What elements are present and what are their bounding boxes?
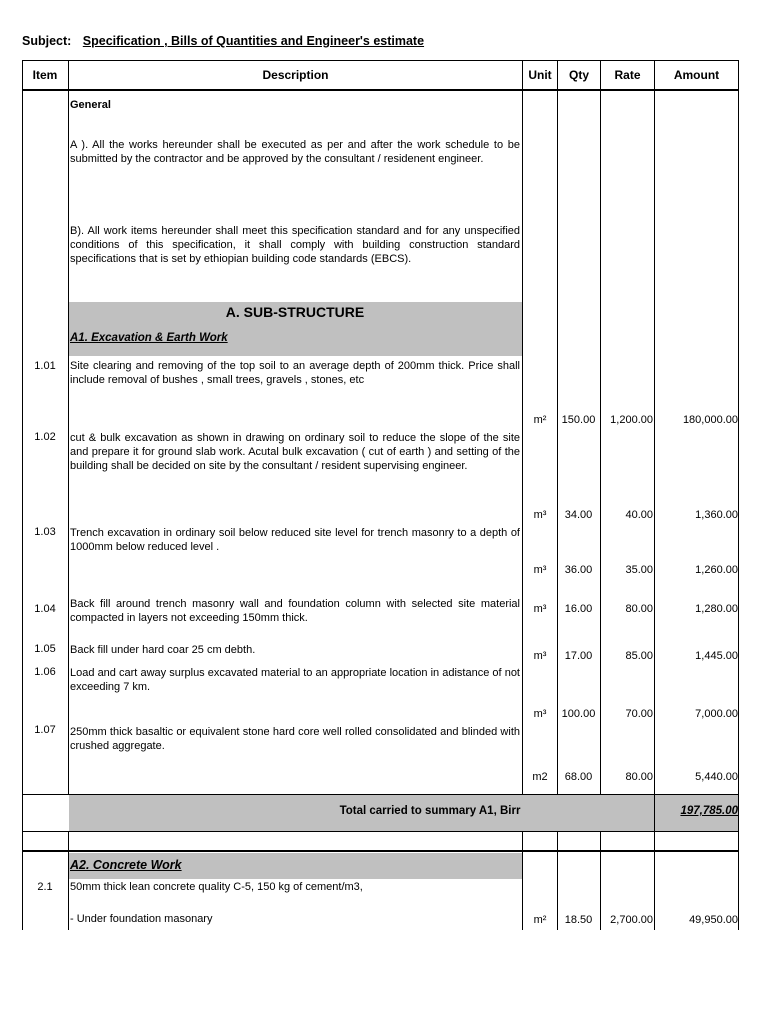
section-a1-title: A1. Excavation & Earth Work — [70, 332, 228, 344]
item-unit-1-04: m³ — [533, 603, 547, 615]
item-qty-2-1: 18.50 — [564, 914, 593, 926]
item-qty-1-04: 16.00 — [564, 603, 593, 615]
item-unit-1-07: m2 — [532, 771, 548, 783]
border-right — [738, 60, 739, 930]
item-rate-1-01: 1,200.00 — [610, 414, 653, 426]
header-description: Description — [262, 68, 329, 82]
item-unit-1-06: m³ — [533, 708, 547, 720]
item-qty-1-03: 36.00 — [564, 564, 593, 576]
item-amount-1-05: 1,445.00 — [695, 650, 738, 662]
item-amount-1-07: 5,440.00 — [695, 771, 738, 783]
item-no-1-04: 1.04 — [34, 603, 56, 615]
item-amount-1-06: 7,000.00 — [695, 708, 738, 720]
section-a-title: A. SUB-STRUCTURE — [225, 304, 365, 320]
item-rate-2-1: 2,700.00 — [610, 914, 653, 926]
col-rule-qty — [600, 60, 601, 795]
item-desc-1-06: Load and cart away surplus excavated material to an appropriate location in adistance of not exceeding 7 km. — [70, 667, 520, 693]
col-rule-item — [68, 60, 69, 795]
item-desc-1-02: cut & bulk excavation as shown in drawing on ordinary soil to reduce the slope of the site and prepare it for ground slab work. Acutal bulk excavation ( cut of earth ) and setting of the building shall be decided on site by the consultant / resident supervising engineer. — [70, 432, 520, 472]
item-no-1-03: 1.03 — [34, 526, 56, 538]
total-bottom-rule — [22, 831, 739, 832]
item-no-1-06: 1.06 — [34, 666, 56, 678]
item-no-1-05: 1.05 — [34, 643, 56, 655]
general-para-b: B). All work items hereunder shall meet this specification standard and for any unspecified conditions of this specification, it shall comply with building construction standard specifications that is set by ethiopian building code standards (EBCS). — [70, 225, 520, 265]
item-rate-1-07: 80.00 — [625, 771, 653, 783]
subject-text: Specification , Bills of Quantities and Engineer's estimate — [82, 34, 425, 48]
item-no-1-07: 1.07 — [34, 724, 56, 736]
item-no-1-02: 1.02 — [34, 431, 56, 443]
total-a1-label: Total carried to summary A1, Birr — [339, 805, 521, 817]
item-unit-1-05: m³ — [533, 650, 547, 662]
item-unit-1-03: m³ — [533, 564, 547, 576]
col-rule-desc — [522, 60, 523, 795]
total-a1-amount: 197,785.00 — [680, 805, 738, 817]
item-subdesc-2-1: - Under foundation masonary — [70, 913, 213, 925]
col-rule-unit — [557, 60, 558, 795]
item-no-2-1: 2.1 — [37, 881, 53, 893]
header-unit: Unit — [528, 68, 552, 82]
general-para-a: A ). All the works hereunder shall be executed as per and after the work schedule to be submitted by the contractor and be approved by the consultant / residenent engineer. — [70, 139, 520, 165]
item-desc-1-05: Back fill under hard coar 25 cm debth. — [70, 644, 256, 656]
item-rate-1-03: 35.00 — [625, 564, 653, 576]
header-qty: Qty — [568, 68, 589, 82]
item-rate-1-05: 85.00 — [625, 650, 653, 662]
item-unit-1-01: m² — [533, 414, 547, 426]
section-a2-title: A2. Concrete Work — [70, 858, 182, 872]
item-unit-2-1: m² — [533, 914, 547, 926]
subject-label: Subject: — [22, 34, 72, 48]
item-rate-1-06: 70.00 — [625, 708, 653, 720]
header-amount: Amount — [673, 68, 720, 82]
header-bottom-rule — [22, 89, 739, 91]
subject-line — [22, 34, 424, 48]
header-rate: Rate — [614, 68, 641, 82]
item-desc-2-1: 50mm thick lean concrete quality C-5, 150 kg of cement/m3, — [70, 881, 363, 893]
item-qty-1-01: 150.00 — [561, 414, 596, 426]
item-unit-1-02: m³ — [533, 509, 547, 521]
a2-top-rule — [22, 850, 739, 852]
general-heading: General — [70, 99, 111, 111]
table-top-rule — [22, 60, 739, 61]
item-desc-1-07: 250mm thick basaltic or equivalent stone hard core well rolled consolidated and blinded with crushed aggregate. — [70, 726, 520, 752]
item-qty-1-07: 68.00 — [564, 771, 593, 783]
item-desc-1-04: Back fill around trench masonry wall and foundation column with selected site material compacted in layers not exceeding 150mm thick. — [70, 598, 520, 624]
total-top-rule — [22, 794, 739, 795]
item-amount-1-02: 1,360.00 — [695, 509, 738, 521]
col-rule-item-lower — [68, 831, 69, 930]
item-amount-1-04: 1,280.00 — [695, 603, 738, 615]
item-rate-1-02: 40.00 — [625, 509, 653, 521]
item-amount-2-1: 49,950.00 — [689, 914, 738, 926]
item-qty-1-02: 34.00 — [564, 509, 593, 521]
border-left — [22, 60, 23, 930]
item-rate-1-04: 80.00 — [625, 603, 653, 615]
item-amount-1-01: 180,000.00 — [682, 414, 738, 426]
item-desc-1-03: Trench excavation in ordinary soil below reduced site level for trench masonry to a depth of 1000mm below reduced level . — [70, 527, 520, 553]
item-desc-1-01: Site clearing and removing of the top soil to an average depth of 200mm thick. Price shall include removal of bushes , small trees, gravels , stones, etc — [70, 360, 520, 386]
item-qty-1-05: 17.00 — [564, 650, 593, 662]
item-amount-1-03: 1,260.00 — [695, 564, 738, 576]
item-qty-1-06: 100.00 — [561, 708, 596, 720]
item-no-1-01: 1.01 — [34, 360, 56, 372]
header-item: Item — [32, 68, 58, 82]
